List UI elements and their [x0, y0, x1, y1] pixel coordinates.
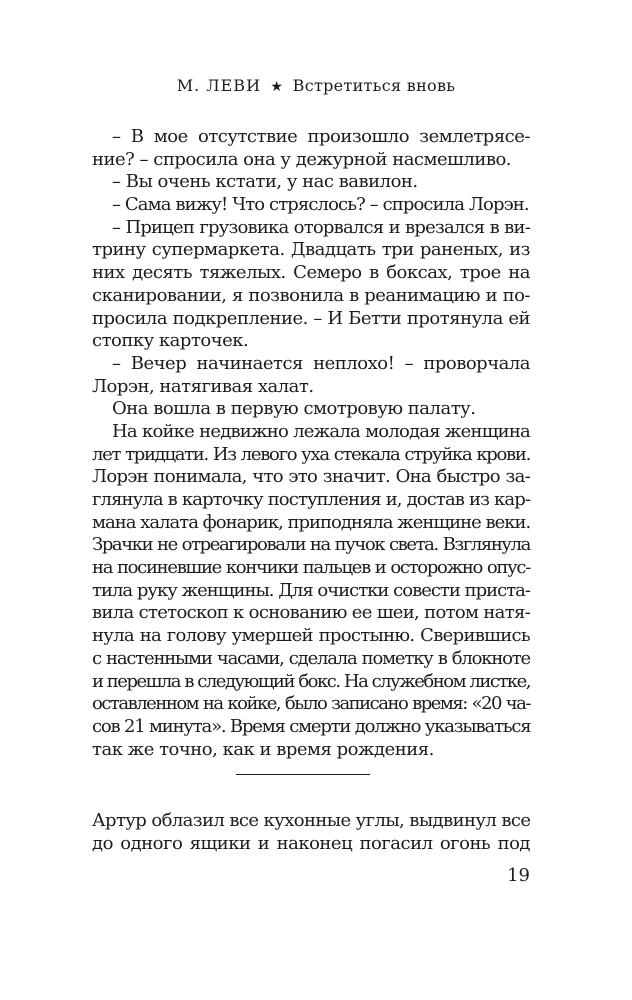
text-line: сканировании, я позвонила в реанимацию и по-: [92, 284, 530, 306]
header-star-separator: ★: [270, 79, 284, 95]
text-line: глянула в карточку поступления и, достав из кар-: [92, 489, 530, 510]
text-line: На койке недвижно лежала молодая женщина: [112, 420, 530, 442]
text-line: оставленном на койке, было записано время: «20 ча-: [92, 693, 530, 715]
body-text-section-1: [92, 126, 530, 761]
text-line: стопку карточек.: [92, 330, 249, 352]
section-divider: [236, 774, 370, 775]
text-line: – Вы очень кстати, у нас вавилон.: [112, 171, 418, 193]
body-text-section-2: [92, 810, 530, 855]
text-line: трину супермаркета. Двадцать три раненых, из: [92, 239, 530, 261]
text-line: сов 21 минута». Время смерти должно указываться: [92, 715, 531, 737]
text-line: мана халата фонарик, приподняла женщине веки.: [92, 511, 531, 533]
header-author: М. ЛЕВИ: [176, 76, 262, 95]
text-line: – Сама вижу! Что стряслось? – спросила Лорэн.: [112, 194, 529, 216]
text-line: до одного ящики и наконец погасил огонь под: [92, 832, 530, 854]
text-line: на посиневшие кончики пальцев и осторожно опус-: [92, 557, 530, 579]
text-line: них десять тяжелых. Семеро в боксах, трое на: [92, 262, 530, 284]
text-line: Она вошла в первую смотровую палату.: [112, 398, 476, 420]
text-line: лет тридцати. Из левого уха стекала струйка крови.: [92, 443, 530, 465]
text-line: – Прицеп грузовика оторвался и врезался в ви-: [112, 216, 530, 238]
text-line: просила подкрепление. – И Бетти протянула ей: [92, 307, 530, 329]
text-line: Артур облазил все кухонные углы, выдвинул все: [92, 810, 531, 831]
text-line: вила стетоскоп к основанию ее шеи, потом натя-: [92, 602, 530, 624]
page-number: 19: [507, 865, 530, 886]
text-line: с настенными часами, сделала пометку в блокноте: [92, 647, 530, 669]
header-book-title: Встретиться вновь: [292, 76, 456, 95]
text-line: нула на голову умершей простыню. Сверившись: [92, 625, 530, 647]
text-line: – В мое отсутствие произошло землетрясе-: [112, 126, 530, 147]
text-line: ние? – спросила она у дежурной насмешливо.: [92, 148, 512, 170]
text-line: Лорэн, натягивая халат.: [92, 375, 314, 397]
text-line: Зрачки не отреагировали на пучок света. Взглянула: [92, 534, 530, 556]
text-line: Лорэн понимала, что это значит. Она быстро за-: [92, 466, 530, 488]
text-line: так же точно, как и время рождения.: [92, 738, 434, 760]
text-line: тила руку женщины. Для очистки совести пристa-: [92, 579, 530, 601]
text-line: – Вечер начинается неплохо! – проворчала: [112, 352, 530, 374]
running-header: [0, 76, 632, 95]
text-line: и перешла в следующий бокс. На служебном листке,: [92, 670, 530, 692]
